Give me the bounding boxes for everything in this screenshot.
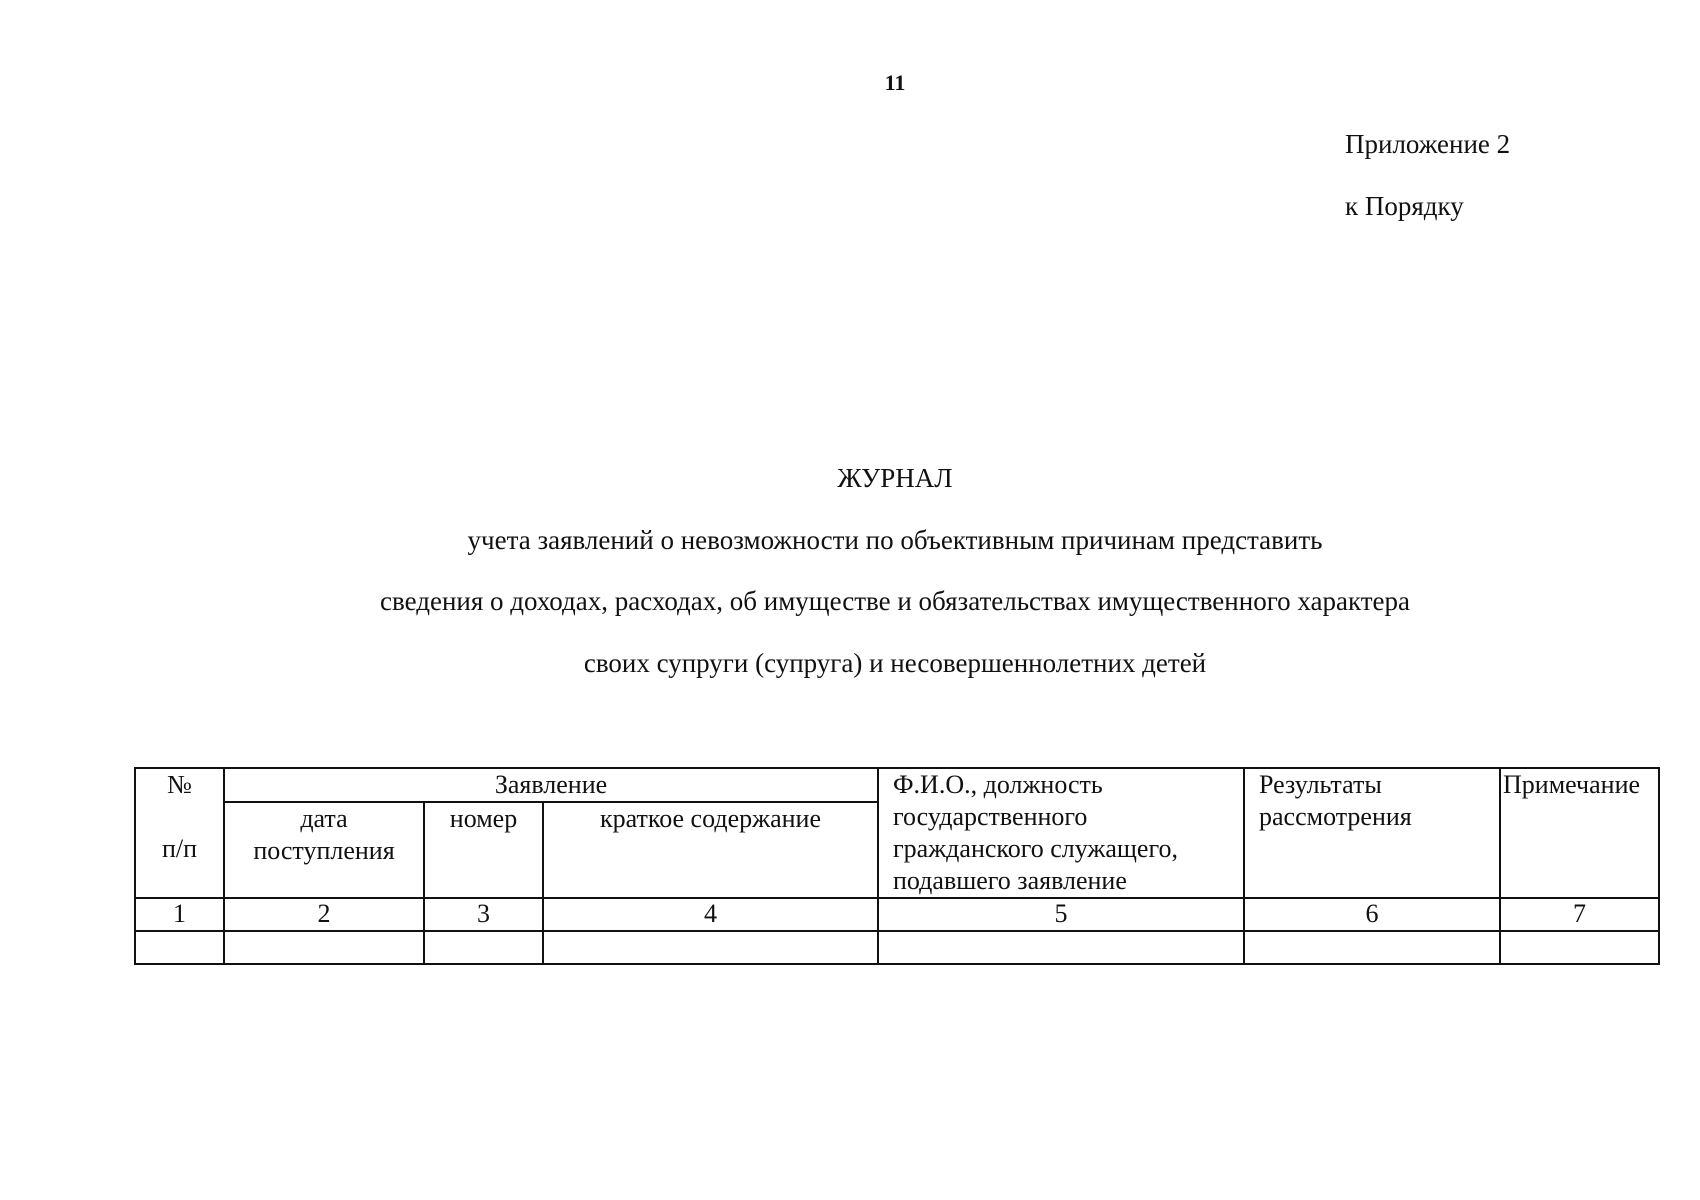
header-fio-line-1: Ф.И.О., должность: [893, 770, 1103, 799]
header-fio-line-3: гражданского служащего,: [893, 834, 1178, 863]
header-fio-line-2: государственного: [893, 802, 1088, 831]
column-number: 3: [424, 898, 543, 931]
header-number-pp: п/п: [161, 834, 198, 863]
column-number: 2: [224, 898, 424, 931]
page-number: 11: [884, 70, 906, 95]
header-number-field: номер: [424, 802, 543, 898]
column-numbers-row: [135, 898, 1659, 931]
header-note-label: Примечание: [1503, 770, 1641, 799]
table-row: [135, 931, 1659, 964]
header-results-line-1: Результаты: [1259, 770, 1382, 799]
column-number: 4: [543, 898, 878, 931]
header-note-cell: [1500, 768, 1659, 898]
column-number: 6: [1244, 898, 1500, 931]
column-number: 5: [878, 898, 1244, 931]
table-header-row: [135, 768, 1659, 802]
journal-table: [134, 767, 1660, 965]
document-subtitle-line-1: учета заявлений о невозможности по объективным причинам представить: [467, 525, 1323, 555]
document-subtitle-line-2: сведения о доходах, расходах, об имуществе и обязательствах имущественного характера: [380, 586, 1410, 616]
document-heading: ЖУРНАЛ: [837, 463, 953, 493]
header-fio-line-4: подавшего заявление: [893, 866, 1127, 895]
header-application-group: Заявление: [224, 768, 878, 802]
document-subtitle-line-3: своих супруги (супруга) и несовершеннолетних детей: [583, 648, 1207, 678]
header-results-line-2: рассмотрения: [1259, 802, 1412, 831]
table-cell: [543, 931, 878, 964]
header-results-cell: [1244, 768, 1500, 898]
column-number: 1: [135, 898, 224, 931]
table-cell: [424, 931, 543, 964]
header-number-cell: [135, 768, 224, 898]
appendix-label: Приложение 2: [1345, 129, 1511, 159]
table-cell: [878, 931, 1244, 964]
table-cell: [135, 931, 224, 964]
header-date-line-2: поступления: [253, 836, 395, 865]
appendix-reference: к Порядку: [1345, 191, 1464, 221]
column-number: 7: [1500, 898, 1659, 931]
table-cell: [224, 931, 424, 964]
header-fio-cell: [878, 768, 1244, 898]
header-date-line-1: дата: [300, 804, 348, 833]
table-cell: [1244, 931, 1500, 964]
header-number-sign: №: [167, 770, 192, 799]
header-date-cell: [224, 802, 424, 898]
table-cell: [1500, 931, 1659, 964]
header-summary: краткое содержание: [543, 802, 878, 898]
